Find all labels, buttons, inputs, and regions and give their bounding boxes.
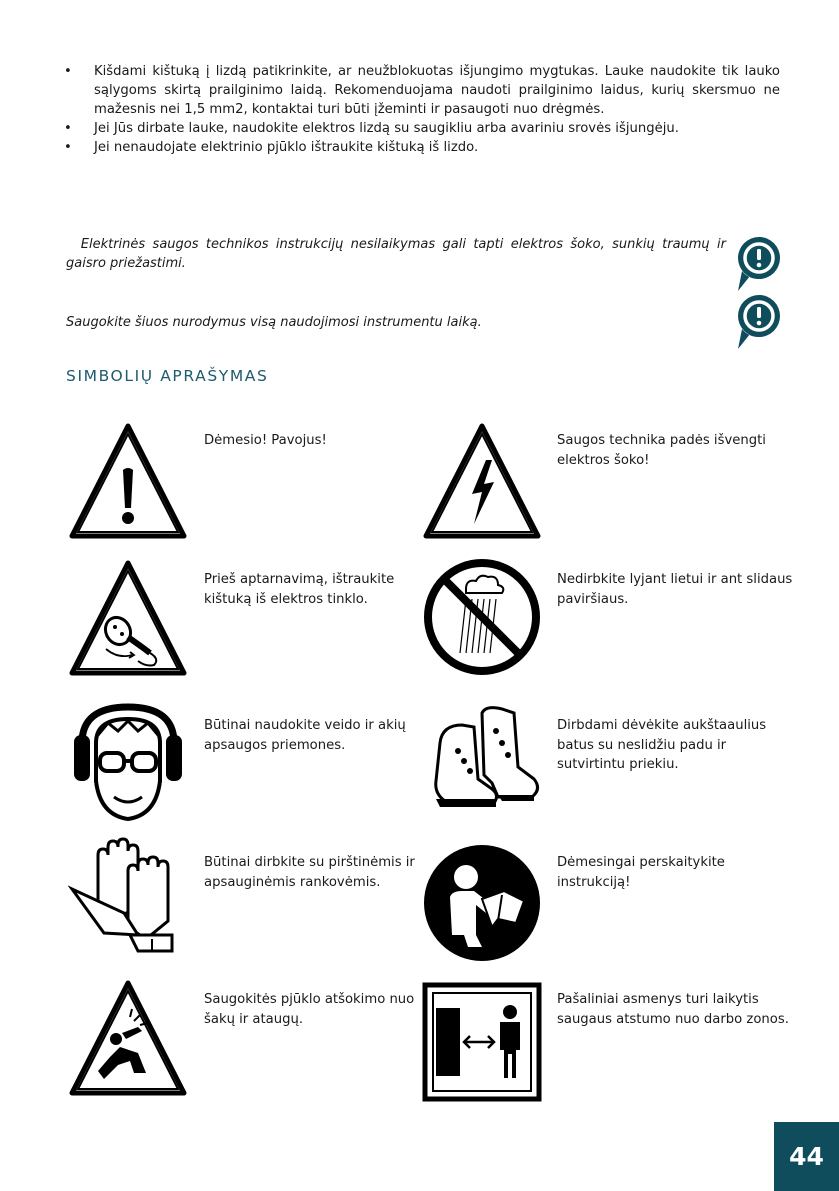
symbol-text-unplug: Prieš aptarnavimą, ištraukite kištuką iš elektros tinklo. <box>204 572 395 607</box>
symbol-text-no-rain: Nedirbkite lyjant lietui ir ant slidaus paviršiaus. <box>557 572 793 607</box>
warning-exclamation-icon <box>68 420 188 540</box>
bullet-text: Jei Jūs dirbate lauke, naudokite elektros lizdą su saugikliu arba avariniu srovės išjungėju. <box>94 121 679 136</box>
bullet-item <box>64 119 780 138</box>
safety-bullet-list <box>64 62 780 157</box>
bullet-mark: • <box>64 140 72 155</box>
electric-shock-icon <box>422 420 542 540</box>
symbol-text-keep-distance: Pašaliniai asmenys turi laikytis saugaus atstumo nuo darbo zonos. <box>557 992 789 1027</box>
exclamation-marker-icon <box>736 293 782 351</box>
read-manual-icon <box>422 843 542 963</box>
bullet-item <box>64 62 780 119</box>
bullet-text: Kišdami kištuką į lizdą patikrinkite, ar neužblokuotas išjungimo mygtukas. Lauke naudokite tik lauko sąlygoms skirtą prailginimo laidą. Rekomenduojama naudoti prailginimo laidus, kurių skersmuo ne mažesnis nei 1,5 mm2, kontaktai turi būti įžeminti ir pasaugoti nuo drėgmės. <box>94 64 780 117</box>
bullet-mark: • <box>64 64 72 79</box>
symbol-text-kickback: Saugokitės pjūklo atšokimo nuo šakų ir ataugų. <box>204 992 415 1027</box>
bullet-item <box>64 138 780 157</box>
bullet-mark: • <box>64 121 72 136</box>
protective-gloves-icon <box>68 835 188 955</box>
unplug-before-service-icon <box>68 557 188 677</box>
exclamation-marker-icon <box>736 235 782 293</box>
keep-instructions-text: Saugokite šiuos nurodymus visą naudojimosi instrumentu laiką. <box>66 315 482 330</box>
safety-boots-icon <box>422 703 542 823</box>
symbol-text-safety-boots: Dirbdami dėvėkite aukštaaulius batus su neslidžiu padu ir sutvirtintu priekiu. <box>557 718 767 772</box>
electrical-warning-text: Elektrinės saugos technikos instrukcijų nesilaikymas gali tapti elektros šoko, sunkių traumų ir gaisro priežastimi. <box>66 237 731 271</box>
symbol-text-gloves: Būtinai dirbkite su pirštinėmis ir apsauginėmis rankovėmis. <box>204 855 415 890</box>
keep-distance-icon <box>422 982 542 1102</box>
symbol-text-electric-shock: Saugos technika padės išvengti elektros šoko! <box>557 433 766 468</box>
page-number: 44 <box>774 1122 839 1191</box>
face-eye-protection-icon <box>68 703 188 823</box>
kickback-warning-icon <box>68 977 188 1097</box>
bullet-text: Jei nenaudojate elektrinio pjūklo ištraukite kištuką iš lizdo. <box>94 140 479 155</box>
no-rain-icon <box>422 557 542 677</box>
symbol-text-attention: Dėmesio! Pavojus! <box>204 433 327 448</box>
symbol-text-face-protection: Būtinai naudokite veido ir akių apsaugos priemones. <box>204 718 406 753</box>
symbol-text-read-manual: Dėmesingai perskaitykite instrukciją! <box>557 855 725 890</box>
section-title: SIMBOLIŲ APRAŠYMAS <box>66 367 269 385</box>
